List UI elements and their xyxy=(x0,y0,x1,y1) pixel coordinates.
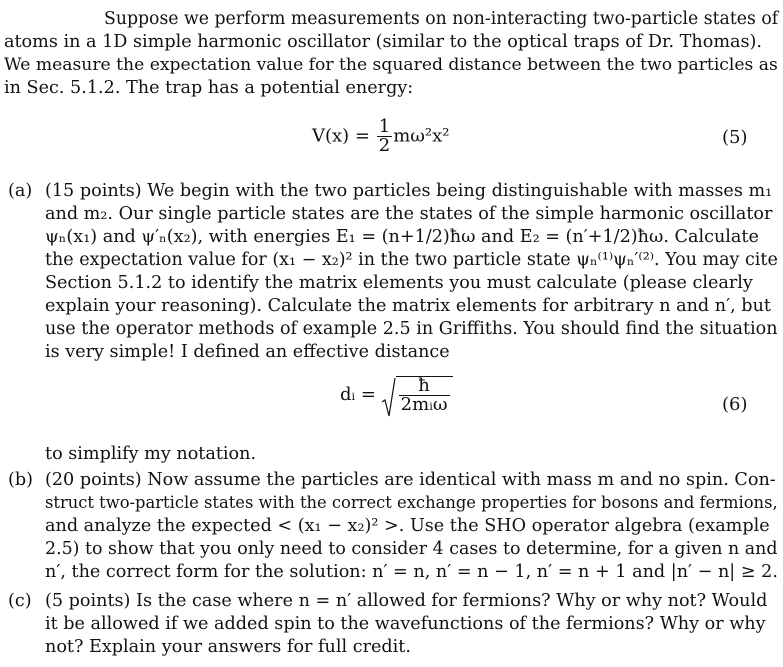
part-a-line-1: (15 points) We begin with the two particles being distinguishable with masses m₁ xyxy=(45,181,773,201)
part-b-line-5: n′, the correct form for the solution: n′ = n, n′ = n − 1, n′ = n + 1 and |n′ − n| ≥ 2. xyxy=(45,562,778,582)
radical-sign-icon xyxy=(382,378,396,418)
equation-5-lhs: V(x) = xyxy=(312,125,376,147)
part-a-line-4: the expectation value for (x₁ − x₂)² in the two particle state ψₙ⁽¹⁾ψₙ′⁽²⁾. You may cite xyxy=(45,250,778,270)
intro-line-4: in Sec. 5.1.2. The trap has a potential energy: xyxy=(4,78,414,98)
equation-5-denominator: 2 xyxy=(378,135,391,156)
intro-line-2: atoms in a 1D simple harmonic oscillator (similar to the optical traps of Dr. Thomas). xyxy=(4,32,762,52)
part-a-line-7: use the operator methods of example 2.5 in Griffiths. You should find the situation xyxy=(45,319,778,339)
part-b-line-3: and analyze the expected < (x₁ − x₂)² >. Use the SHO operator algebra (example xyxy=(45,516,770,536)
part-a-line-6: explain your reasoning). Calculate the matrix elements for arbitrary n and n′, but xyxy=(45,296,771,316)
part-a-line-2: and m₂. Our single particle states are the states of the simple harmonic oscillator xyxy=(45,204,773,224)
intro-line-3: We measure the expectation value for the squared distance between the two particles as xyxy=(4,55,778,75)
equation-6-fraction xyxy=(399,377,450,414)
equation-6-number: (6) xyxy=(722,394,748,415)
equation-6-radicand xyxy=(396,376,453,414)
equation-6-denominator: 2mᵢω xyxy=(400,394,448,415)
part-a-line-8: is very simple! I defined an effective distance xyxy=(45,342,450,362)
equation-6-lhs: dᵢ = xyxy=(340,384,382,405)
intro-line-1: Suppose we perform measurements on non-interacting two-particle states of xyxy=(104,9,779,29)
part-c-line-1: (5 points) Is the case where n = n′ allowed for fermions? Why or why not? Would xyxy=(45,591,768,611)
part-c-line-3: not? Explain your answers for full credit. xyxy=(45,637,411,657)
part-b-line-4: 2.5) to show that you only need to consider 4 cases to determine, for a given n and xyxy=(45,539,778,559)
part-c-line-2: it be allowed if we added spin to the wavefunctions of the fermions? Why or why xyxy=(45,614,766,634)
part-c-label: (c) xyxy=(8,591,32,611)
part-a-line-5: Section 5.1.2 to identify the matrix elements you must calculate (please clearly xyxy=(45,273,753,293)
part-a-label: (a) xyxy=(8,181,33,201)
part-b-label: (b) xyxy=(8,470,33,490)
equation-5-numerator: 1 xyxy=(378,116,391,137)
equation-5-number: (5) xyxy=(722,127,748,148)
part-b-line-2: struct two-particle states with the correct exchange properties for bosons and fermions, xyxy=(45,493,778,512)
equation-5-rhs: mω²x² xyxy=(393,125,450,147)
part-b-line-1: (20 points) Now assume the particles are identical with mass m and no spin. Con- xyxy=(45,470,776,490)
equation-5 xyxy=(312,118,450,155)
equation-6 xyxy=(340,376,453,414)
part-a-after: to simplify my notation. xyxy=(45,444,257,464)
part-a-line-3: ψₙ(x₁) and ψ′ₙ(x₂), with energies E₁ = (n+1/2)ħω and E₂ = (n′+1/2)ħω. Calculate xyxy=(45,227,759,247)
equation-5-fraction xyxy=(377,118,392,155)
equation-6-sqrt xyxy=(382,376,453,414)
equation-6-numerator: ħ xyxy=(399,377,450,396)
